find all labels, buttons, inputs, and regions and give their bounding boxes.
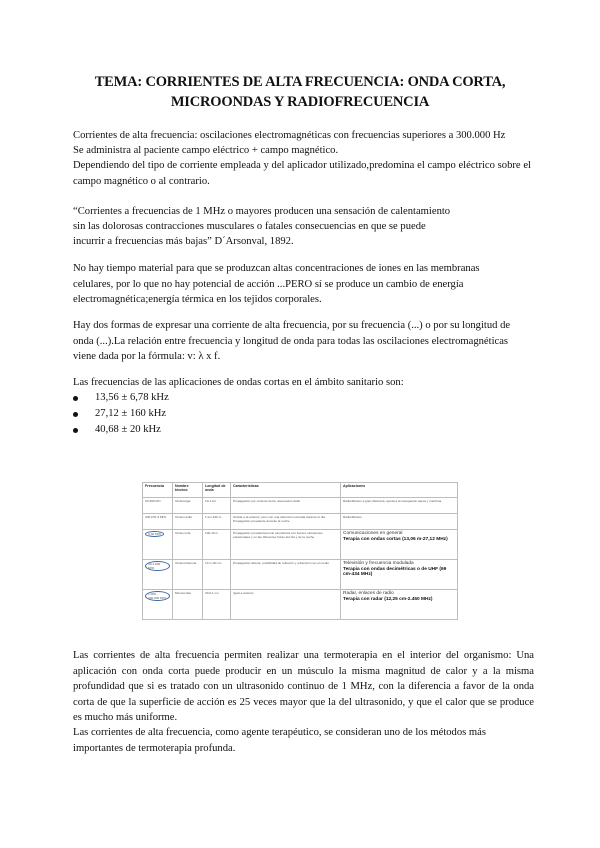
thermotherapy-paragraph: Las corrientes de alta frecuencia permiten realizar una termoterapia en el interior del organismo: Una aplicación con onda corta puede producir en un músculo la misma magnitud de calor y a la misma profundidad que si es tratado con un ultrasonido continuo de 1 MHz, con la diferencia a favor de la onda corta de que la superficie de acción es 25 veces mayor que la del ultrasonido, y que el calor que se produce es mucho más uniforme. — [73, 650, 534, 723]
table-cell — [341, 590, 458, 620]
closing-paragraph: Las corrientes de alta frecuencia, como agente terapéutico, se consideran uno de los métodos más importantes de termoterapia profunda. — [73, 727, 486, 754]
column-header: Características — [231, 483, 341, 498]
quote-line-1: “Corrientes a frecuencias de 1 MHz o mayores producen una sensación de calentamiento — [73, 206, 451, 217]
column-header: Nombre técnico — [173, 483, 203, 498]
table-cell: 10 m-30 cm — [203, 560, 231, 590]
quote-line-3: incurrir a frecuencias más bajas” D´Arsonval, 1892. — [73, 236, 294, 247]
table-cell: Onda media — [173, 514, 203, 530]
frequency-table-figure — [142, 482, 457, 631]
table-cell: 1 km-100 m — [203, 514, 231, 530]
table-row — [143, 560, 458, 590]
table-cell — [341, 530, 458, 560]
page-title — [60, 72, 540, 112]
table-cell: Onda ultracorta — [173, 560, 203, 590]
table-cell: 100-10 m — [203, 530, 231, 560]
table-cell — [143, 530, 173, 560]
therapy-text: Terapia con ondas cortas (13,06 m-27,12 MHz) — [343, 536, 448, 542]
table-cell: Radiodifusión a gran distancia, ayuda a la navegación aérea y marítima — [341, 498, 458, 514]
table-cell: Microondas — [173, 590, 203, 620]
table-cell: 30-300 kHz — [143, 498, 173, 514]
table-cell: 30-0,1 cm — [203, 590, 231, 620]
frequency-list — [73, 390, 169, 438]
therapy-text: Terapia con ondas decimétricas o de UHF (69 cm-434 MHz) — [343, 566, 447, 578]
quote-line-2: sin las dolorosas contracciones musculares o fatales consecuencias en que se puede — [73, 221, 426, 232]
highlight-circle: 3-30 MHz — [145, 531, 164, 537]
intro-line-1: Corrientes de alta frecuencia: oscilaciones electromagnéticas con frecuencias superiores a 300.000 Hz — [73, 130, 506, 141]
table-cell — [143, 560, 173, 590]
frequencies-intro: Las frecuencias de las aplicaciones de ondas cortas en el ámbito sanitario son: — [73, 377, 404, 388]
table-cell: Propagación prevalentemente ionosférica con fuertes variaciones estacionales y en las diferentes horas del día y de la noche — [231, 530, 341, 560]
title-line-1: TEMA: CORRIENTES DE ALTA FRECUENCIA: ONDA CORTA, — [94, 74, 506, 90]
list-item: 13,56 ± 6,78 kHz — [73, 390, 169, 406]
column-header: Longitud de onda — [203, 483, 231, 498]
table-cell: Similar a la anterior, pero con una absorción elevada durante el día. Propagación prevalente durante la noche — [231, 514, 341, 530]
table-cell: 300 kHz-3 MHz — [143, 514, 173, 530]
table-cell: Propagación directa, posibilidad de reflexión y refracción con el medio — [231, 560, 341, 590]
table-cell: Radiodifusión — [341, 514, 458, 530]
list-item: 27,12 ± 160 kHz — [73, 406, 169, 422]
table-cell — [341, 560, 458, 590]
title-line-2: MICROONDAS Y RADIOFRECUENCIA — [170, 94, 430, 110]
table-cell: Onda corta — [173, 530, 203, 560]
table-row — [143, 498, 458, 514]
column-header: Frecuencia — [143, 483, 173, 498]
intro-line-2: Se administra al paciente campo eléctrico + campo magnético. — [73, 145, 339, 156]
table-row — [143, 514, 458, 530]
column-header: Aplicaciones — [341, 483, 458, 498]
table-cell: Propagación por onda de tierra, atenuación débil — [231, 498, 341, 514]
formula-paragraph: Hay dos formas de expresar una corriente de alta frecuencia, por su frecuencia (...) o por su longitud de onda (...).La relación entre frecuencia y longitud de onda para todas las oscilaciones electromagnéticas viene dada por la fórmula: v: λ x f. — [73, 320, 511, 362]
frequency-table — [142, 482, 458, 620]
ions-paragraph: No hay tiempo material para que se produzcan altas concentraciones de iones en las membranas celulares, por lo que no hay potencial de acción ...PERO sí se produce un cambio de energía electromagnética;energía térmica en los tejidos corporales. — [73, 263, 480, 305]
highlight-circle: 30-1.000 MHz — [145, 561, 170, 571]
application-text: Comunicaciones en general — [343, 531, 403, 536]
intro-line-3: Dependiendo del tipo de corriente empleada y del aplicador utilizado,predomina el campo eléctrico sobre el campo magnético o al contrario. — [73, 160, 531, 187]
table-cell: Onda larga — [173, 498, 203, 514]
application-text: Radar, enlaces de radio — [343, 591, 394, 596]
therapy-text: Terapia con radar (12,25 cm-2.450 MHz) — [343, 596, 433, 602]
application-text: Televisión y frecuencia modulada — [343, 561, 414, 566]
table-row — [143, 530, 458, 560]
table-cell: Igual a anterior — [231, 590, 341, 620]
table-row — [143, 590, 458, 620]
table-cell: 10-1 km — [203, 498, 231, 514]
highlight-circle: 1.000-300.000 MHz — [145, 591, 170, 601]
list-item: 40,68 ± 20 kHz — [73, 422, 169, 438]
table-cell — [143, 590, 173, 620]
table-header-row — [143, 483, 458, 498]
